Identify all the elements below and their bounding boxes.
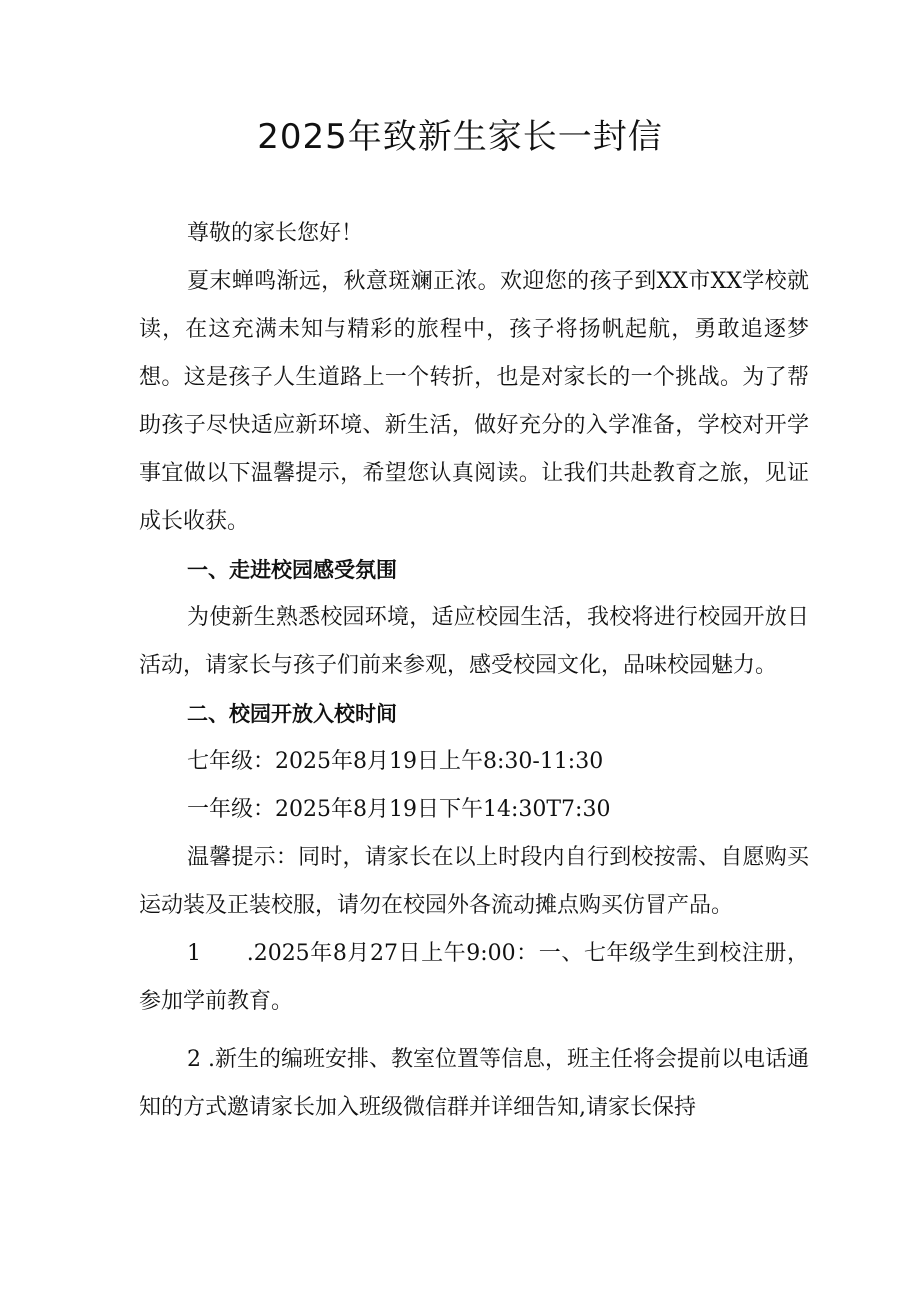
section-heading-1: 一、走进校园感受氛围 (187, 558, 397, 582)
document-title: 2025年致新生家长一封信 (257, 117, 663, 157)
section-heading-2: 二、校园开放入校时间 (187, 702, 397, 726)
tip-paragraph: 温馨提示：同时，请家长在以上时段内自行到校按需、自愿购买运动装及正装校服，请勿在校园外各流动摊点购买仿冒产品。 (139, 845, 809, 918)
section1-paragraph: 为使新生熟悉校园环境，适应校园生活，我校将进行校园开放日活动，请家长与孩子们前来参观，感受校园文化，品味校园魅力。 (139, 605, 809, 678)
letter-body (139, 210, 809, 1132)
salutation: 尊敬的家长您好！ (187, 221, 364, 246)
intro-paragraph: 夏末蝉鸣渐远，秋意斑斓正浓。欢迎您的孩子到XX市XX学校就读，在这充满未知与精彩的旅程中，孩子将扬帆起航，勇敢追逐梦想。这是孩子人生道路上一个转折，也是对家长的一个挑战。为了帮助孩子尽快适应新环境、新生活，做好充分的入学准备，学校对开学事宜做以下温馨提示，希望您认真阅读。让我们共赴教育之旅，见证成长收获。 (139, 269, 809, 534)
schedule-grade7: 七年级：2025年8月19日上午8:30-11:30 (187, 749, 604, 774)
list-item-2: 2 .新生的编班安排、教室位置等信息，班主任将会提前以电话通知的方式邀请家长加入班级微信群并详细告知,请家长保持 (139, 1047, 809, 1120)
list-item-1: 1 .2025年8月27日上午9:00：一、七年级学生到校注册，参加学前教育。 (139, 941, 809, 1014)
schedule-grade1: 一年级：2025年8月19日下午14:30T7:30 (187, 797, 611, 822)
